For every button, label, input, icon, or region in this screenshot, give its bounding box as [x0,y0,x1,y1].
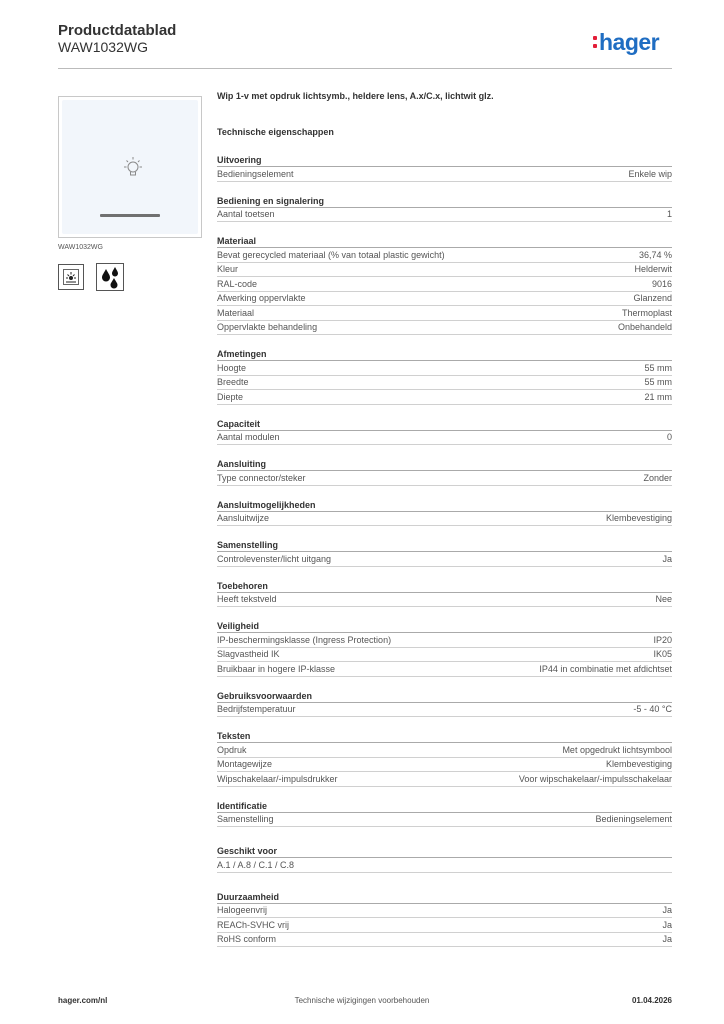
section-title: Materiaal [217,235,672,248]
spec-row [217,703,672,718]
spec-label: RAL-code [217,278,258,289]
spec-section [217,195,672,223]
section-title: Duurzaamheid [217,891,672,904]
logo-text: hager [599,29,660,55]
spec-label: Aansluitwijze [217,513,270,524]
spec-value: Klembevestiging [605,759,672,770]
product-image [58,96,202,238]
spec-row [217,593,672,608]
spec-label: Halogeenvrij [217,905,268,916]
section-suitable [217,845,672,873]
spec-sections [217,154,672,827]
spec-row [217,858,672,873]
spec-row [217,512,672,527]
section-title: Uitvoering [217,154,672,167]
spec-label: REACh-SVHC vrij [217,919,290,930]
drops-icon [96,263,124,291]
spec-label: Heeft tekstveld [217,594,277,605]
spec-value: Enkele wip [628,168,672,179]
section-title: Afmetingen [217,348,672,361]
spec-value: Ja [662,553,672,564]
spec-label: Bedrijfstemperatuur [217,704,296,715]
spec-value: Klembevestiging [605,513,672,524]
spec-label: Opdruk [217,744,247,755]
header-divider [58,68,672,69]
spec-row [217,263,672,278]
spec-value: -5 - 40 °C [633,704,672,715]
spec-row [217,648,672,663]
section-title: Capaciteit [217,418,672,431]
footer-date: 01.04.2026 [631,996,672,1005]
spec-section [217,580,672,608]
spec-value: Glanzend [633,293,672,304]
hager-logo [593,29,659,56]
specs-content [217,91,672,947]
spec-section [217,418,672,446]
spec-value: Thermoplast [621,307,672,318]
spec-row [217,390,672,405]
spec-label: Materiaal [217,307,255,318]
spec-label: Bevat gerecycled materiaal (% van totaal plastic gewicht) [217,249,445,260]
spec-value: Zonder [643,472,672,483]
light-bulb-icon [122,155,144,183]
spec-value: Ja [662,934,672,945]
section-sustainability [217,891,672,948]
spec-label: Montagewijze [217,759,273,770]
section-title: Aansluitmogelijkheden [217,499,672,512]
spec-value: Ja [662,905,672,916]
spec-row [217,918,672,933]
spec-row [217,471,672,486]
spec-section [217,348,672,405]
spec-section [217,539,672,567]
section-title: Samenstelling [217,539,672,552]
spec-row [217,772,672,787]
spec-value: Helderwit [634,264,672,275]
spec-row [217,306,672,321]
spec-section [217,154,672,182]
spec-row [217,208,672,223]
spec-row [217,248,672,263]
spec-value: Met opgedrukt lichtsymbool [562,744,672,755]
spec-label: Slagvastheid IK [217,649,280,660]
spec-section [217,620,672,677]
spec-section [217,800,672,828]
spec-row [217,758,672,773]
spec-section [217,235,672,335]
spec-row [217,633,672,648]
section-title: Aansluiting [217,458,672,471]
spec-value: Onbehandeld [617,322,672,333]
spec-row [217,552,672,567]
footer-notice: Technische wijzigingen voorbehouden [294,996,430,1005]
indicator-bar [100,214,160,217]
spec-section [217,458,672,486]
section-title: Identificatie [217,800,672,813]
spec-value: 36,74 % [638,249,672,260]
section-title: Toebehoren [217,580,672,593]
spec-value: IP20 [653,634,672,645]
light-symbol-icon [58,264,84,290]
spec-label: Oppervlakte behandeling [217,322,318,333]
spec-row [217,662,672,677]
spec-section [217,730,672,787]
spec-label: Afwerking oppervlakte [217,293,306,304]
spec-row [217,292,672,307]
spec-value: Voor wipschakelaar/-impulsschakelaar [518,773,672,784]
spec-value: 55 mm [644,377,672,388]
spec-label: IP-beschermingsklasse (Ingress Protection) [217,634,392,645]
spec-value: Bedieningselement [595,814,672,825]
spec-value: Nee [655,594,672,605]
spec-label: Aantal toetsen [217,209,275,220]
spec-label: Hoogte [217,362,247,373]
section-title: Gebruiksvoorwaarden [217,690,672,703]
section-title: Geschikt voor [217,845,672,858]
spec-row [217,167,672,182]
spec-label: Bedieningselement [217,168,294,179]
spec-label: Kleur [217,264,239,275]
spec-label: Aantal modulen [217,432,280,443]
spec-row [217,431,672,446]
spec-row [217,277,672,292]
spec-row [217,321,672,336]
spec-row [217,904,672,919]
spec-section [217,690,672,718]
spec-label: Breedte [217,377,249,388]
spec-row [217,361,672,376]
spec-label: Diepte [217,391,244,402]
section-title: Veiligheid [217,620,672,633]
spec-value: Ja [662,919,672,930]
spec-label: Controlevenster/licht uitgang [217,553,332,564]
spec-label: Wipschakelaar/-impulsdrukker [217,773,338,784]
spec-value: 1 [666,209,672,220]
tech-heading: Technische eigenschappen [217,127,334,137]
spec-row [217,743,672,758]
spec-label: RoHS conform [217,934,277,945]
image-caption: WAW1032WG [58,244,103,251]
spec-row [217,376,672,391]
spec-value: 0 [666,432,672,443]
spec-label: Bruikbaar in hogere IP-klasse [217,663,336,674]
spec-value: IP44 in combinatie met afdichtset [539,663,672,674]
footer-website[interactable]: hager.com/nl [58,996,108,1005]
spec-value: 21 mm [644,391,672,402]
section-title: Bediening en signalering [217,195,672,208]
spec-value: IK05 [653,649,672,660]
document-title: Productdatablad [58,22,177,39]
spec-value: A.1 / A.8 / C.1 / C.8 [217,859,295,870]
spec-label: Samenstelling [217,814,274,825]
document-subtitle: WAW1032WG [58,39,148,55]
spec-value: 55 mm [644,362,672,373]
spec-label: Type connector/steker [217,472,306,483]
spec-row [217,933,672,948]
spec-value: 9016 [651,278,672,289]
spec-row [217,813,672,828]
section-title: Teksten [217,730,672,743]
product-description: Wip 1-v met opdruk lichtsymb., heldere lens, A.x/C.x, lichtwit glz. [217,91,494,101]
spec-section [217,499,672,527]
